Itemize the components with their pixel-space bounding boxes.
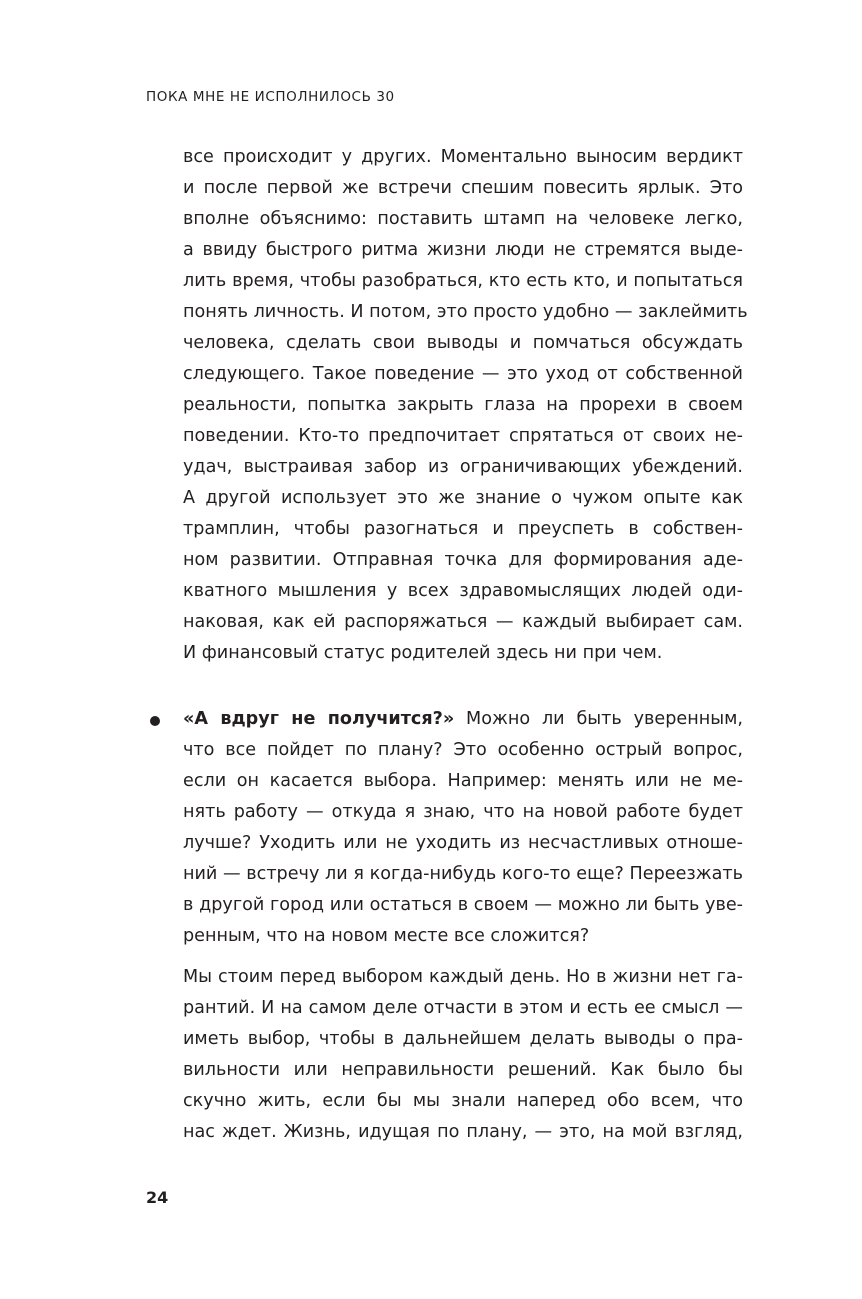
text-line: в другой город или остаться в своем — можно ли быть уве- <box>183 895 743 915</box>
paragraph-1 <box>183 142 748 669</box>
text-line: лучше? Уходить или не уходить из несчастливых отноше- <box>183 833 743 853</box>
text-line: удач, выстраивая забор из ограничивающих убеждений. <box>183 457 743 477</box>
bullet-text: Можно ли быть уверенным, <box>454 709 743 729</box>
page-number: 24 <box>146 1188 169 1207</box>
text-line: иметь выбор, чтобы в дальнейшем делать выводы о пра- <box>183 1029 743 1049</box>
bullet-heading: «А вдруг не получится?» <box>183 709 455 729</box>
running-head: ПОКА МНЕ НЕ ИСПОЛНИЛОСЬ 30 <box>146 89 395 105</box>
text-line <box>183 704 743 735</box>
text-line: понять личность. И потом, это просто удобно — заклеймить <box>183 302 748 322</box>
text-line: вполне объяснимо: поставить штамп на человеке легко, <box>183 209 743 229</box>
text-line: следующего. Такое поведение — это уход от собственной <box>183 364 743 384</box>
text-line: человека, сделать свои выводы и помчаться обсуждать <box>183 333 743 353</box>
text-line: а ввиду быстрого ритма жизни люди не стремятся выде- <box>183 240 743 260</box>
text-line: кватного мышления у всех здравомыслящих людей оди- <box>183 581 743 601</box>
bullet-icon <box>150 716 160 726</box>
text-line: Мы стоим перед выбором каждый день. Но в жизни нет га- <box>183 967 743 987</box>
text-line: все происходит у других. Моментально выносим вердикт <box>183 147 743 167</box>
text-line: скучно жить, если бы мы знали наперед обо всем, что <box>183 1091 743 1111</box>
text-line: наковая, как ей распоряжаться — каждый выбирает сам. <box>183 612 743 632</box>
text-line: ренным, что на новом месте все сложится? <box>183 926 590 946</box>
text-line: нас ждет. Жизнь, идущая по плану, — это, на мой взгляд, <box>183 1122 743 1142</box>
text-line: реальности, попытка закрыть глаза на прорехи в своем <box>183 395 743 415</box>
text-line: поведении. Кто-то предпочитает спрятаться от своих не- <box>183 426 743 446</box>
text-line: если он касается выбора. Например: менять или не ме- <box>183 771 743 791</box>
text-line: А другой использует это же знание о чужом опыте как <box>183 488 743 508</box>
text-line: что все пойдет по плану? Это особенно острый вопрос, <box>183 740 743 760</box>
text-line: трамплин, чтобы разогнаться и преуспеть в собствен- <box>183 519 743 539</box>
paragraph-3 <box>183 962 743 1148</box>
text-line: рантий. И на самом деле отчасти в этом и есть ее смысл — <box>183 998 743 1018</box>
text-line: вильности или неправильности решений. Как было бы <box>183 1060 743 1080</box>
bullet-item <box>183 704 743 952</box>
text-line: И финансовый статус родителей здесь ни при чем. <box>183 643 663 663</box>
text-line: нять работу — откуда я знаю, что на новой работе будет <box>183 802 743 822</box>
text-line: и после первой же встречи спешим повесить ярлык. Это <box>183 178 743 198</box>
text-line: лить время, чтобы разобраться, кто есть кто, и попытаться <box>183 271 743 291</box>
text-line: ном развитии. Отправная точка для формирования аде- <box>183 550 743 570</box>
text-line: ний — встречу ли я когда-нибудь кого-то еще? Переезжать <box>183 864 743 884</box>
